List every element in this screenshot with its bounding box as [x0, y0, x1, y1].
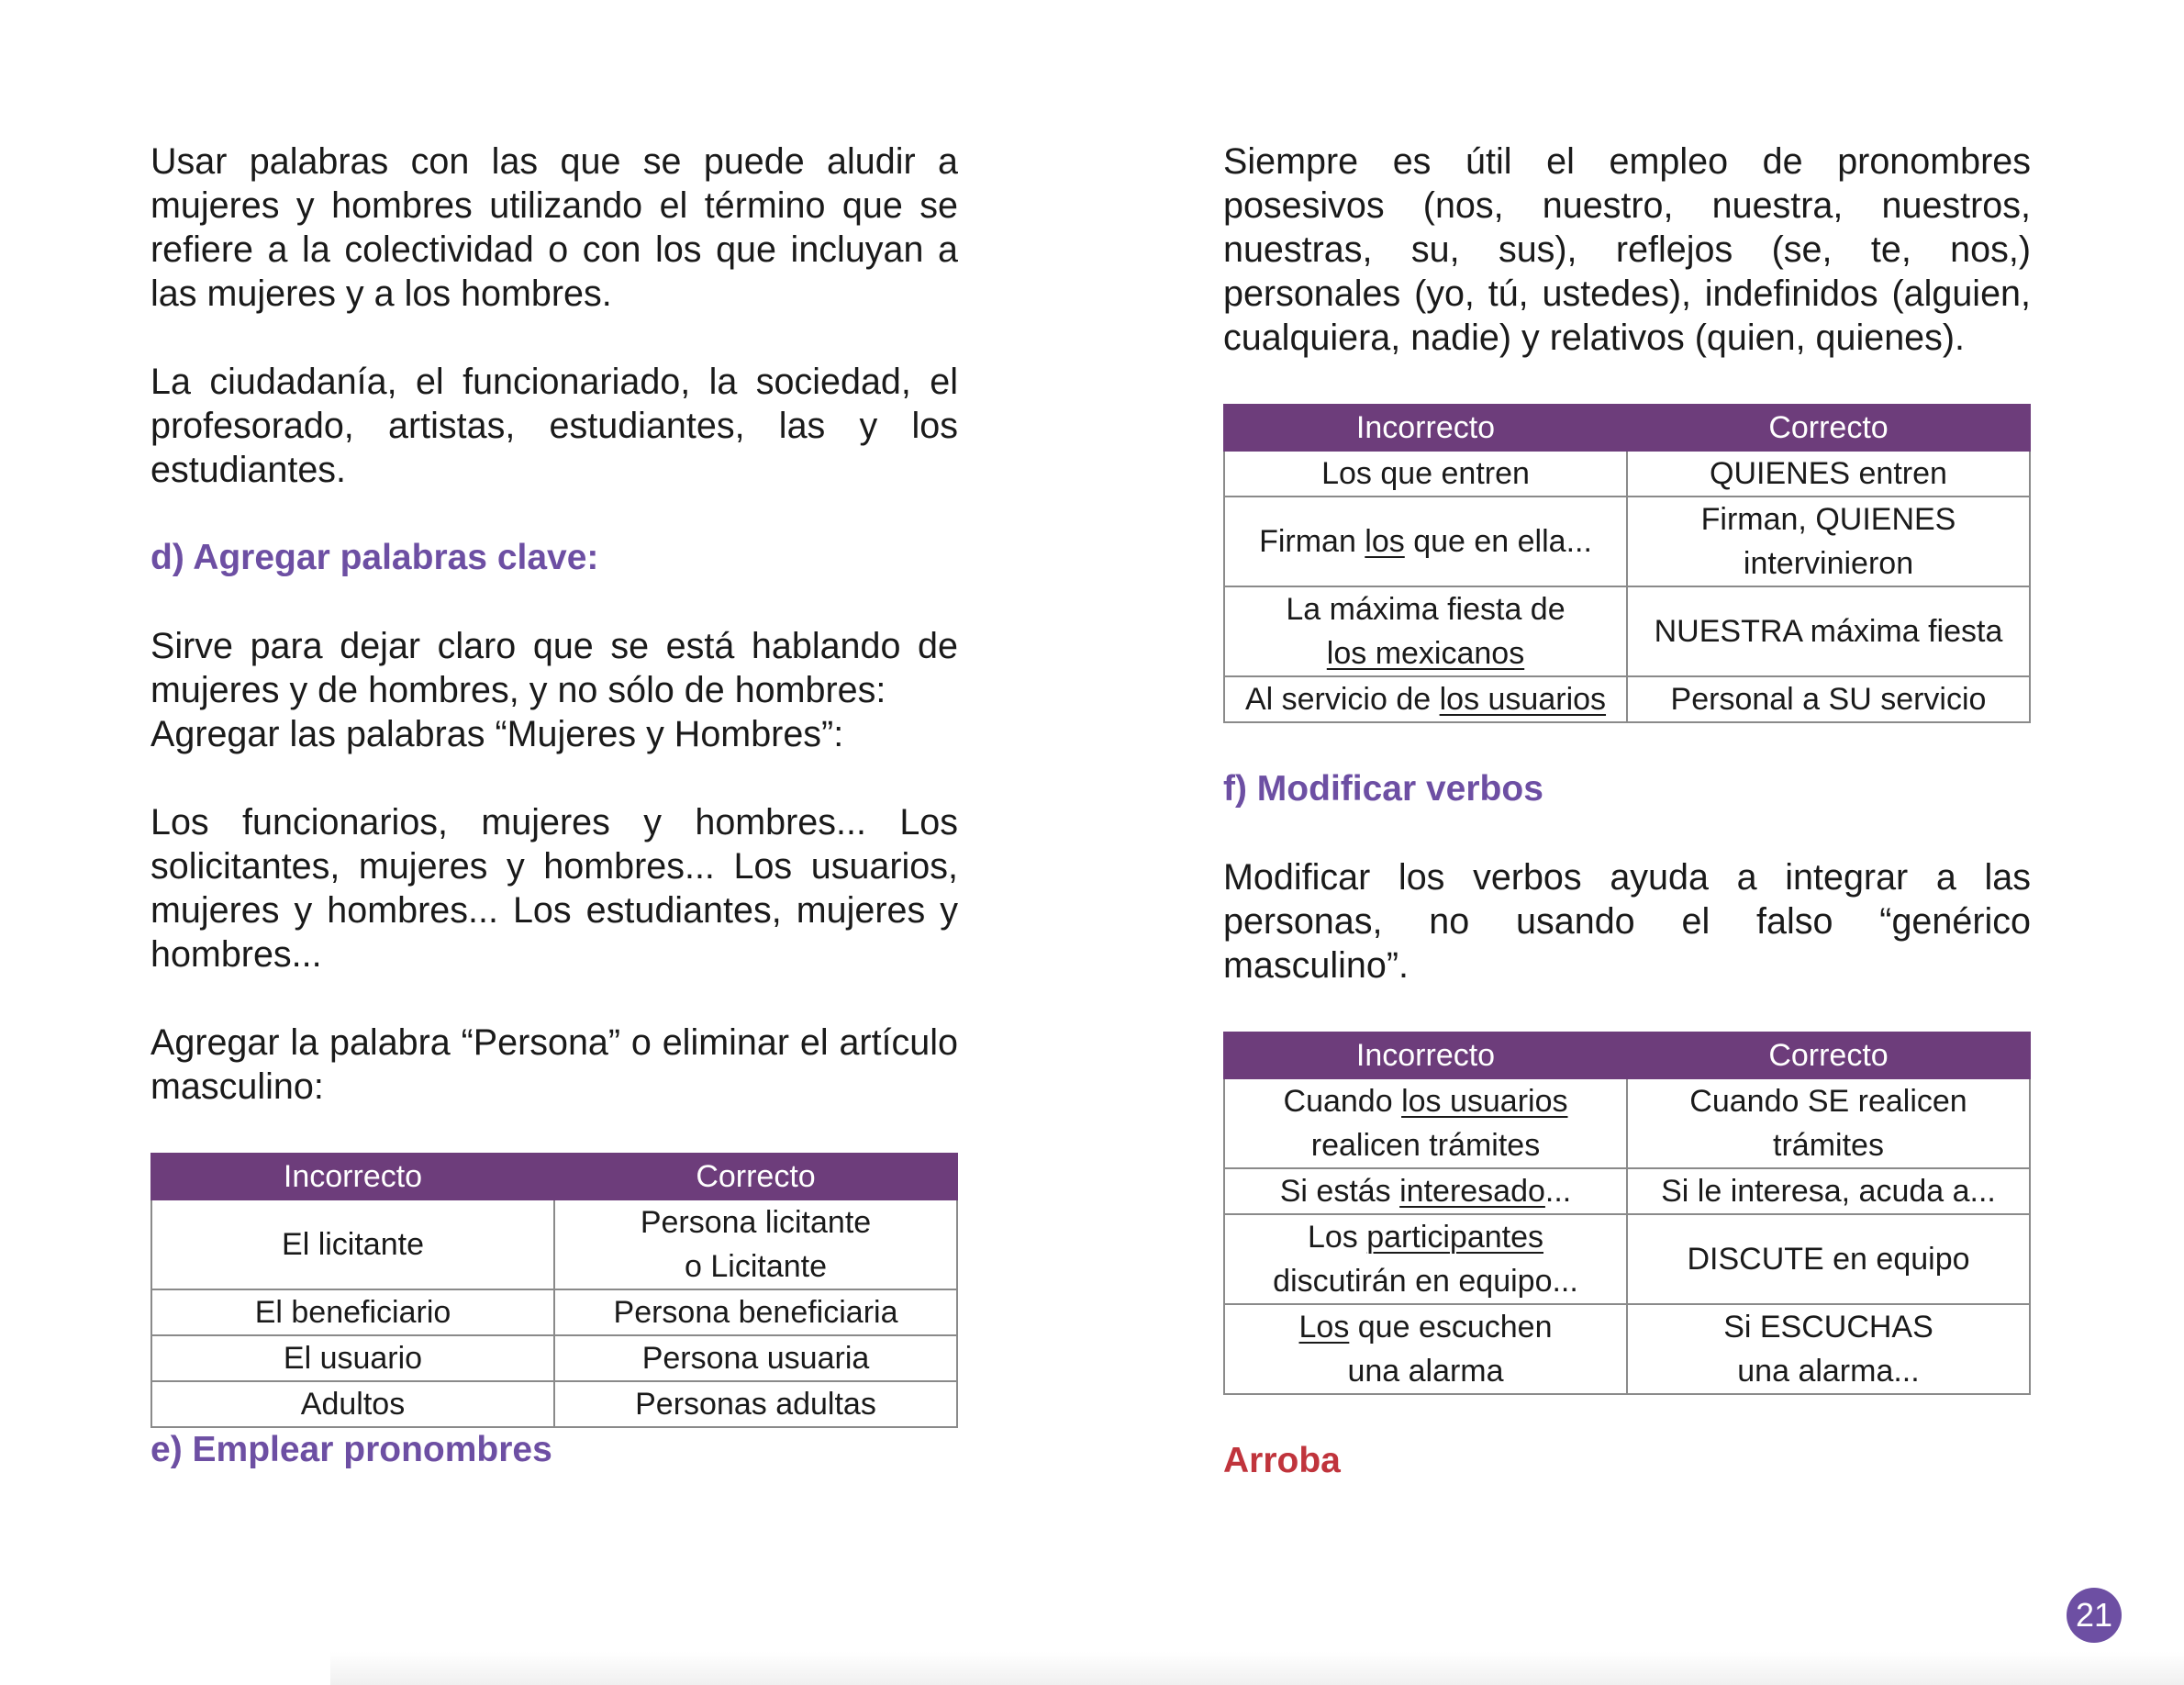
cell-line: discutirán en equipo...: [1273, 1264, 1578, 1299]
cell-text: ...: [1544, 1174, 1572, 1209]
underlined-word: participantes: [1366, 1220, 1544, 1255]
cell-line: una alarma...: [1737, 1354, 1920, 1389]
cell-line: intervinieron: [1743, 546, 1914, 581]
header-correcto: Correcto: [1627, 1032, 2030, 1078]
paragraph-verbs: Modificar los verbos ayuda a integrar a las personas, no usando el falso “genérico masculino”.: [1223, 857, 2031, 986]
table-row: [151, 1200, 957, 1289]
header-correcto: Correcto: [1627, 405, 2030, 451]
paragraph-keywords-purpose: Sirve para dejar claro que se está hablando de mujeres y de hombres, y no sólo de hombres:: [150, 626, 958, 710]
table-row: [1224, 676, 2030, 722]
header-incorrecto: Incorrecto: [1224, 405, 1627, 451]
cell-text: que en ella...: [1404, 524, 1592, 559]
table-row: [151, 1289, 957, 1335]
table-header-row: [1224, 405, 2030, 451]
cell-incorrect: El licitante: [151, 1200, 554, 1289]
cell-correct: [1627, 1304, 2030, 1394]
table-row: [1224, 1168, 2030, 1214]
header-correcto: Correcto: [554, 1154, 957, 1200]
underlined-word: los: [1365, 524, 1405, 559]
heading-e-pronouns: e) Emplear pronombres: [150, 1430, 552, 1469]
cell-correct: DISCUTE en equipo: [1627, 1214, 2030, 1304]
cell-text: Cuando: [1283, 1084, 1402, 1119]
cell-correct: Personas adultas: [554, 1381, 957, 1427]
cell-incorrect: El beneficiario: [151, 1289, 554, 1335]
cell-correct: NUESTRA máxima fiesta: [1627, 586, 2030, 676]
cell-text: Al servicio de: [1244, 682, 1440, 717]
table-row: [1224, 1304, 2030, 1394]
table-row: [151, 1381, 957, 1427]
underlined-word: Los: [1298, 1310, 1350, 1345]
table-row: [1224, 1214, 2030, 1304]
verbs-table: [1223, 1032, 2031, 1395]
persona-table: [150, 1153, 958, 1428]
heading-d-keywords: d) Agregar palabras clave:: [150, 538, 599, 577]
header-incorrecto: Incorrecto: [151, 1154, 554, 1200]
cell-correct: Personal a SU servicio: [1627, 676, 2030, 722]
cell-line: La máxima fiesta de: [1286, 592, 1566, 627]
table-row: [151, 1335, 957, 1381]
underlined-word: los usuarios: [1401, 1084, 1568, 1119]
left-column: [150, 139, 958, 1516]
cell-correct: [554, 1200, 957, 1289]
cell-incorrect: El usuario: [151, 1335, 554, 1381]
pronouns-table: [1223, 404, 2031, 723]
underlined-word: los usuarios: [1439, 682, 1607, 717]
cell-text: Los: [1307, 1220, 1367, 1255]
table-row: [1224, 451, 2030, 497]
cell-line: Persona licitante: [640, 1205, 872, 1240]
paragraph-collective-examples: La ciudadanía, el funcionariado, la sociedad, el profesorado, artistas, estudiantes, las y los estudiantes.: [150, 362, 958, 490]
table-row: [1224, 1078, 2030, 1168]
cell-line: Si ESCUCHAS: [1723, 1310, 1933, 1345]
right-column: [1223, 139, 2031, 1527]
cell-line: o Licitante: [685, 1249, 827, 1284]
cell-incorrect: [1224, 676, 1627, 722]
cell-correct: Persona usuaria: [554, 1335, 957, 1381]
cell-line: Cuando SE realicen: [1689, 1084, 1967, 1119]
page-number-badge: 21: [2067, 1588, 2122, 1643]
heading-arroba: Arroba: [1223, 1441, 1341, 1480]
paragraph-keywords-add: Agregar las palabras “Mujeres y Hombres”:: [150, 714, 844, 754]
paragraph-pronouns: Siempre es útil el empleo de pronombres posesivos (nos, nuestro, nuestra, nuestros, nuestras, su, sus), reflejos (se, te, nos,) personales (yo, tú, ustedes), indefinidos (alguien, cualquiera, nadie) y relativos (quien, quienes).: [1223, 141, 2031, 358]
underlined-word: interesado: [1399, 1174, 1545, 1209]
cell-incorrect: [1224, 1168, 1627, 1214]
cell-correct: Persona beneficiaria: [554, 1289, 957, 1335]
table-row: [1224, 497, 2030, 586]
table-header-row: [1224, 1032, 2030, 1078]
paragraph-keywords-examples: Los funcionarios, mujeres y hombres... Los solicitantes, mujeres y hombres... Los usuarios, mujeres y hombres... Los estudiantes, mujeres y hombres...: [150, 802, 958, 975]
table-header-row: [151, 1154, 957, 1200]
cell-incorrect: Los que entren: [1224, 451, 1627, 497]
cell-correct: QUIENES entren: [1627, 451, 2030, 497]
cell-incorrect: Adultos: [151, 1381, 554, 1427]
cell-incorrect: [1224, 586, 1627, 676]
cell-line: realicen trámites: [1310, 1128, 1541, 1163]
table-row: [1224, 586, 2030, 676]
cell-line: una alarma: [1347, 1354, 1504, 1389]
cell-incorrect: [1224, 1078, 1627, 1168]
cell-incorrect: [1224, 1304, 1627, 1394]
cell-correct: [1627, 497, 2030, 586]
page-shadow: [330, 1652, 2184, 1685]
header-incorrecto: Incorrecto: [1224, 1032, 1627, 1078]
underlined-word: los mexicanos: [1326, 636, 1525, 671]
cell-incorrect: [1224, 1214, 1627, 1304]
cell-text: Firman: [1259, 524, 1365, 559]
cell-line: Firman, QUIENES: [1700, 502, 1956, 537]
cell-text: que escuchen: [1349, 1310, 1553, 1345]
heading-f-verbs: f) Modificar verbos: [1223, 769, 1543, 809]
cell-line: trámites: [1773, 1128, 1884, 1163]
cell-incorrect: [1224, 497, 1627, 586]
cell-correct: [1627, 1078, 2030, 1168]
paragraph-persona-intro: Agregar la palabra “Persona” o eliminar el artículo masculino:: [150, 1022, 958, 1107]
cell-text: Si estás: [1279, 1174, 1400, 1209]
cell-correct: Si le interesa, acuda a...: [1627, 1168, 2030, 1214]
paragraph-collective-terms: Usar palabras con las que se puede aludir a mujeres y hombres utilizando el término que se refiere a la colectividad o con los que incluyan a las mujeres y a los hombres.: [150, 141, 958, 314]
